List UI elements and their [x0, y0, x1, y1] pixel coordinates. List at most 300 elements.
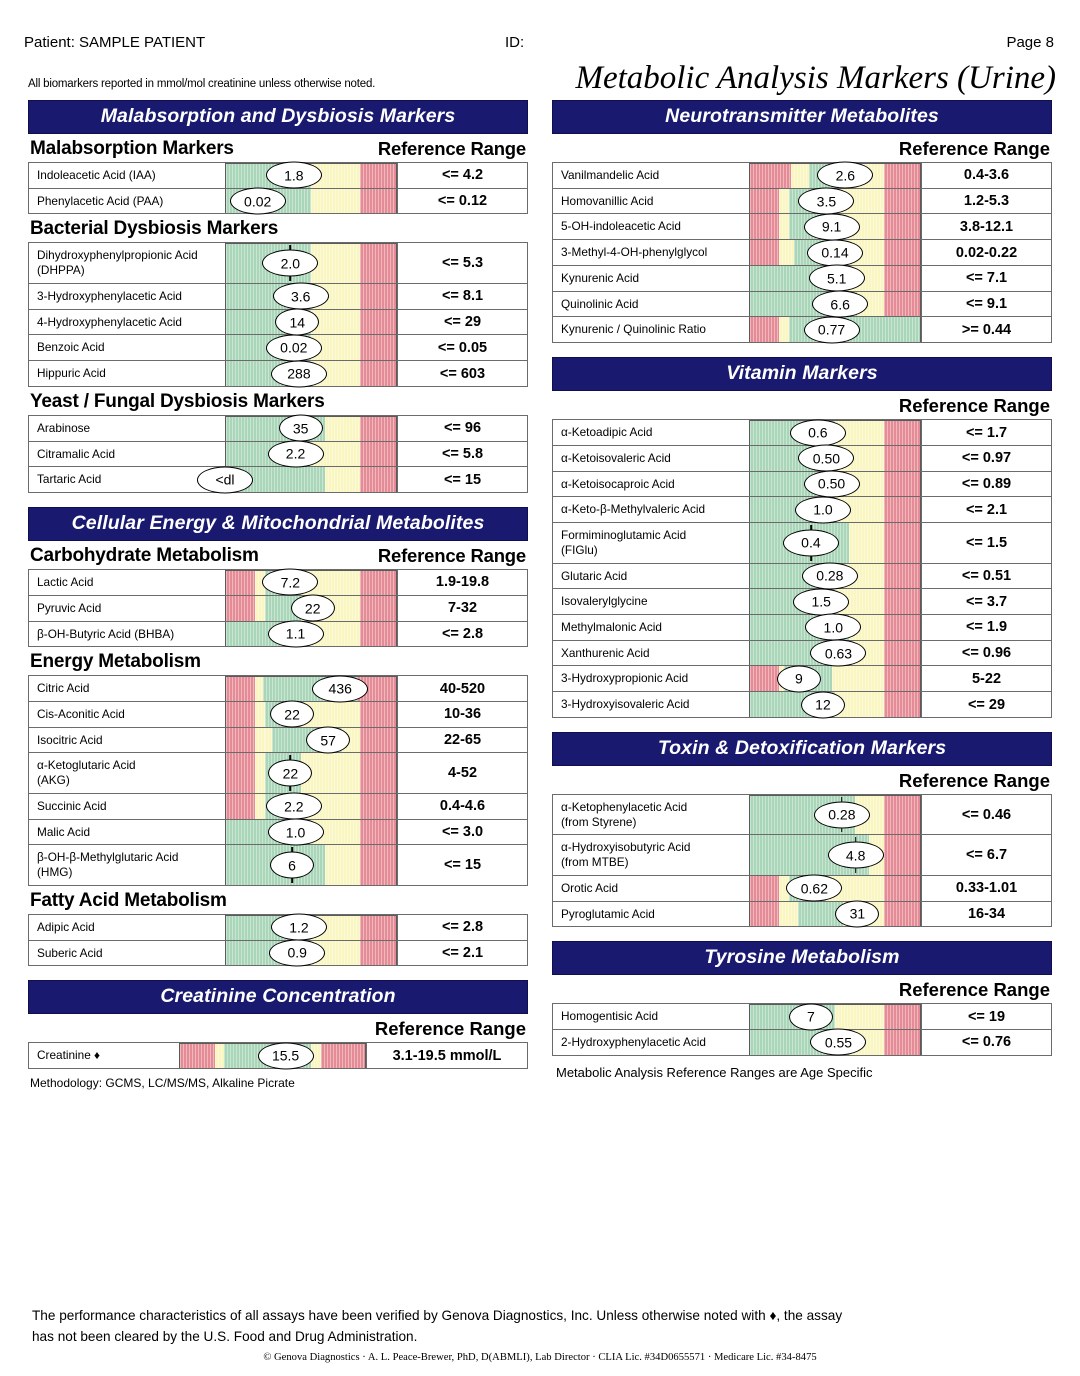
marker-label-cell	[29, 570, 225, 595]
reference-range-value: <= 2.8	[397, 915, 527, 940]
band-yellow	[835, 1005, 884, 1029]
result-track-cell	[749, 795, 921, 834]
band-red	[226, 702, 255, 727]
section-banner: Toxin & Detoxification Markers	[552, 732, 1052, 766]
table-row	[553, 240, 1051, 266]
marker-name: Hippuric Acid	[37, 366, 106, 381]
marker-name: α-Keto-β-Methylvaleric Acid	[561, 502, 706, 517]
table-row	[553, 497, 1051, 523]
result-marker: 1.1	[268, 620, 324, 647]
reference-range-value: <= 96	[397, 416, 527, 441]
reference-range-value: <= 0.76	[921, 1030, 1051, 1055]
band-red	[360, 442, 396, 467]
units-note: All biomarkers reported in mmol/mol creatinine unless otherwise noted.	[28, 78, 376, 90]
marker-label-cell	[553, 189, 749, 214]
marker-table	[552, 419, 1052, 718]
result-marker: 0.28	[802, 562, 858, 589]
result-track-cell	[225, 820, 397, 845]
band-red	[360, 310, 396, 335]
group-heading	[28, 886, 528, 914]
report-section	[28, 100, 528, 493]
reference-range-value: 3.8-12.1	[921, 214, 1051, 239]
result-track-cell	[225, 310, 397, 335]
reference-range-value: 10-36	[397, 702, 527, 727]
band-yellow	[779, 902, 798, 927]
marker-table	[552, 1003, 1052, 1055]
marker-label-cell	[29, 915, 225, 940]
result-marker: 0.50	[798, 445, 854, 472]
table-row	[29, 794, 527, 820]
result-track-cell	[225, 941, 397, 966]
reference-range-value: 0.4-3.6	[921, 163, 1051, 188]
marker-name: Formiminoglutamic Acid	[561, 528, 687, 543]
table-row	[553, 292, 1051, 318]
marker-name: Lactic Acid	[37, 575, 94, 590]
marker-name: Benzoic Acid	[37, 340, 105, 355]
result-track-cell	[749, 615, 921, 640]
marker-name: Isovalerylglycine	[561, 594, 648, 609]
result-track-cell	[225, 915, 397, 940]
result-marker: 0.55	[810, 1029, 866, 1056]
marker-table	[28, 675, 528, 886]
result-marker: 4.8	[828, 842, 884, 869]
band-yellow	[325, 845, 361, 884]
marker-table	[28, 569, 528, 647]
marker-name: 3-Methyl-4-OH-phenylglycol	[561, 245, 708, 260]
reference-range-value: <= 1.9	[921, 615, 1051, 640]
marker-name: β-OH-Butyric Acid (BHBA)	[37, 626, 175, 641]
marker-label-cell	[553, 240, 749, 265]
result-marker: 1.0	[795, 496, 851, 523]
result-track-cell	[749, 589, 921, 614]
marker-label-cell	[29, 310, 225, 335]
table-row	[29, 243, 527, 283]
band-yellow	[255, 677, 264, 701]
result-marker: 0.28	[814, 801, 870, 828]
result-track-cell	[749, 1030, 921, 1055]
band-red	[360, 596, 396, 621]
marker-name: 4-Hydroxyphenylacetic Acid	[37, 314, 182, 329]
result-track-cell	[749, 163, 921, 188]
band-red	[360, 820, 396, 845]
band-red	[360, 284, 396, 309]
marker-label-cell	[29, 728, 225, 753]
marker-label-cell	[553, 692, 749, 717]
table-row	[29, 310, 527, 336]
page-header	[0, 0, 1080, 96]
result-marker: 3.5	[798, 188, 854, 215]
marker-name: α-Hydroxyisobutyric Acid	[561, 840, 691, 855]
table-row	[553, 641, 1051, 667]
table-row	[29, 361, 527, 386]
reference-range-value: <= 0.96	[921, 641, 1051, 666]
marker-label-cell	[29, 820, 225, 845]
band-red	[884, 1030, 920, 1055]
band-red	[226, 728, 255, 753]
table-row	[553, 472, 1051, 498]
marker-name: Vanilmandelic Acid	[561, 168, 660, 182]
marker-label-cell	[29, 941, 225, 966]
band-red	[321, 1044, 365, 1068]
result-track-cell	[749, 317, 921, 342]
result-track-cell	[225, 845, 397, 884]
result-marker: 1.8	[266, 162, 322, 189]
result-track-cell	[225, 416, 397, 441]
marker-name: Suberic Acid	[37, 945, 103, 960]
table-row	[553, 189, 1051, 215]
result-marker: 7.2	[262, 569, 318, 596]
table-row	[29, 189, 527, 214]
marker-name: Kynurenic Acid	[561, 270, 640, 285]
result-marker: 22	[268, 760, 312, 787]
table-row	[29, 570, 527, 596]
result-marker: 2.0	[262, 250, 318, 277]
band-red	[360, 728, 396, 753]
band-red	[750, 666, 779, 691]
group-title: Malabsorption Markers	[30, 138, 234, 159]
band-red	[360, 361, 396, 386]
reference-range-value: <= 15	[397, 845, 527, 884]
reference-range-value: 5-22	[921, 666, 1051, 691]
result-track-cell	[225, 676, 397, 701]
band-red	[360, 244, 396, 282]
result-track-cell	[749, 497, 921, 522]
marker-label-cell	[29, 467, 225, 492]
band-yellow	[779, 240, 794, 265]
band-yellow	[779, 189, 789, 214]
section-banner: Vitamin Markers	[552, 357, 1052, 391]
band-yellow	[779, 317, 789, 342]
marker-label-cell	[29, 284, 225, 309]
band-yellow	[779, 214, 789, 239]
result-marker: 1.0	[268, 819, 324, 846]
marker-name: Creatinine ♦	[37, 1048, 101, 1063]
band-red	[226, 794, 255, 819]
result-track-cell	[749, 292, 921, 317]
table-row	[553, 266, 1051, 292]
table-row	[553, 692, 1051, 717]
table-row	[29, 416, 527, 442]
reference-band-track	[749, 1004, 921, 1029]
marker-label-cell	[29, 676, 225, 701]
right-column	[552, 100, 1052, 1080]
result-marker: 12	[801, 691, 845, 718]
result-track-cell	[225, 570, 397, 595]
result-track-cell	[749, 835, 921, 874]
result-marker: 0.62	[786, 875, 842, 902]
band-red	[360, 189, 396, 214]
band-red	[884, 796, 920, 834]
result-marker: 22	[270, 701, 314, 728]
table-row	[553, 523, 1051, 563]
result-track-cell	[225, 284, 397, 309]
band-yellow	[255, 728, 265, 753]
marker-name: α-Ketoglutaric Acid	[37, 758, 136, 773]
table-row	[553, 317, 1051, 342]
marker-label-cell	[29, 416, 225, 441]
result-marker: 0.14	[807, 239, 863, 266]
table-row	[29, 941, 527, 966]
marker-label-cell	[553, 1030, 749, 1055]
reference-range-value: <= 8.1	[397, 284, 527, 309]
result-marker: 6.6	[812, 291, 868, 318]
group-heading	[28, 134, 528, 162]
result-track-cell	[749, 641, 921, 666]
band-red	[360, 794, 396, 819]
marker-label-cell	[29, 189, 225, 214]
band-red	[884, 666, 920, 691]
marker-label-cell	[29, 702, 225, 727]
result-track-cell	[749, 472, 921, 497]
result-track-cell	[749, 692, 921, 717]
marker-name: Citric Acid	[37, 681, 90, 696]
reference-range-value: <= 1.5	[921, 523, 1051, 562]
table-row	[29, 622, 527, 647]
marker-name: 5-OH-indoleacetic Acid	[561, 219, 681, 234]
result-track-cell	[225, 596, 397, 621]
result-marker: 0.4	[783, 529, 839, 556]
marker-name: Tartaric Acid	[37, 472, 102, 487]
reference-range-value: <= 603	[397, 361, 527, 386]
reference-range-value: <= 1.7	[921, 420, 1051, 445]
marker-name: Adipic Acid	[37, 919, 95, 934]
table-row	[29, 676, 527, 702]
marker-label-cell	[29, 622, 225, 647]
marker-name: α-Ketophenylacetic Acid	[561, 799, 688, 814]
marker-label-cell	[553, 523, 749, 562]
result-track-cell	[215, 467, 397, 492]
result-track-cell	[225, 622, 397, 647]
left-column	[28, 100, 528, 1090]
group-title: Fatty Acid Metabolism	[30, 889, 227, 911]
result-marker: 436	[312, 675, 368, 702]
marker-label-cell	[553, 214, 749, 239]
result-track-cell	[749, 214, 921, 239]
marker-label-cell	[553, 446, 749, 471]
table-row	[29, 442, 527, 468]
band-red	[360, 467, 396, 492]
band-red	[884, 472, 920, 497]
table-row	[29, 753, 527, 793]
section-banner: Malabsorption and Dysbiosis Markers	[28, 100, 528, 134]
marker-label-cell	[29, 753, 225, 792]
result-marker: 5.1	[809, 265, 865, 292]
section-banner: Neurotransmitter Metabolites	[552, 100, 1052, 134]
result-marker: 9.1	[804, 213, 860, 240]
report-section	[28, 980, 528, 1090]
reference-range-value: 16-34	[921, 902, 1051, 927]
reference-range-value: <= 0.12	[397, 189, 527, 214]
result-track-cell	[225, 361, 397, 386]
band-red	[884, 1005, 920, 1029]
reference-range-value: <= 5.8	[397, 442, 527, 467]
reference-range-value: <= 29	[921, 692, 1051, 717]
marker-name: Citramalic Acid	[37, 446, 116, 461]
result-marker: 35	[279, 415, 323, 442]
band-red	[884, 835, 920, 874]
marker-name: Methylmalonic Acid	[561, 620, 662, 635]
marker-name-sub: (AKG)	[37, 773, 70, 788]
marker-name: Glutaric Acid	[561, 568, 628, 583]
result-marker: 2.6	[817, 162, 873, 189]
marker-label-cell	[553, 902, 749, 927]
group-heading	[28, 541, 528, 569]
result-track-cell	[749, 902, 921, 927]
reference-range-value: <= 2.1	[397, 941, 527, 966]
table-row	[553, 420, 1051, 446]
band-red	[750, 164, 791, 188]
band-red	[226, 596, 255, 621]
marker-name: Homovanillic Acid	[561, 193, 654, 208]
table-row	[29, 163, 527, 189]
band-red	[750, 240, 779, 265]
marker-label-cell	[553, 666, 749, 691]
result-marker: 0.9	[269, 939, 325, 966]
marker-label-cell	[553, 317, 749, 342]
result-marker: 0.63	[810, 640, 866, 667]
result-marker: 1.5	[793, 588, 849, 615]
reference-range-value: <= 0.51	[921, 564, 1051, 589]
reference-range-value: <= 7.1	[921, 266, 1051, 291]
result-marker: 31	[835, 900, 879, 927]
report-section	[552, 357, 1052, 718]
result-track-cell	[225, 243, 397, 282]
reference-range-value: >= 0.44	[921, 317, 1051, 342]
marker-label-cell	[29, 442, 225, 467]
marker-label-cell	[553, 615, 749, 640]
band-yellow	[849, 523, 885, 562]
result-marker: 0.6	[790, 419, 846, 446]
marker-table	[28, 162, 528, 214]
reference-range-value: 40-520	[397, 676, 527, 701]
marker-name: α-Ketoisocaproic Acid	[561, 476, 675, 491]
reference-range-value: 1.9-19.8	[397, 570, 527, 595]
copyright-line: © Genova Diagnostics · A. L. Peace-Brewer, PhD, D(ABMLI), Lab Director · CLIA Lic. #34D0655571 · Medicare Lic. #34-8475	[263, 1352, 817, 1363]
table-row	[553, 1004, 1051, 1030]
result-marker: 1.2	[271, 914, 327, 941]
result-track-cell	[749, 266, 921, 291]
marker-name: Indoleacetic Acid (IAA)	[37, 168, 156, 182]
marker-name: Quinolinic Acid	[561, 296, 639, 311]
band-red	[750, 876, 779, 901]
marker-label-cell	[553, 835, 749, 874]
reference-range-value: 7-32	[397, 596, 527, 621]
disclaimer-line-1: The performance characteristics of all assays have been verified by Genova Diagnostics, Inc. Unless otherwise noted with ♦, the assay	[32, 1308, 843, 1323]
marker-table	[552, 162, 1052, 343]
reference-range-value: <= 4.2	[397, 163, 527, 188]
marker-label-cell	[29, 596, 225, 621]
band-yellow	[255, 702, 265, 727]
reference-range-header: Reference Range	[374, 1018, 526, 1040]
result-track-cell	[749, 876, 921, 901]
result-marker: 2.2	[268, 440, 324, 467]
band-red	[750, 317, 779, 342]
marker-label-cell	[553, 163, 749, 188]
band-red	[360, 622, 396, 647]
section-banner: Tyrosine Metabolism	[552, 941, 1052, 975]
result-marker: 7	[789, 1003, 833, 1030]
reference-range-value: <= 0.46	[921, 795, 1051, 834]
marker-name-sub: (FIGlu)	[561, 542, 598, 557]
table-row	[553, 1030, 1051, 1055]
table-row	[29, 728, 527, 754]
disclaimer-line-2: has not been cleared by the U.S. Food and Drug Administration.	[32, 1329, 418, 1345]
reference-range-value: <= 15	[397, 467, 527, 492]
marker-label-cell	[553, 795, 749, 834]
band-red	[884, 641, 920, 666]
reference-range-value: 0.4-4.6	[397, 794, 527, 819]
table-row	[553, 795, 1051, 835]
result-track-cell	[225, 702, 397, 727]
result-track-cell	[749, 240, 921, 265]
band-red	[360, 941, 396, 966]
age-specific-note: Metabolic Analysis Reference Ranges are Age Specific	[556, 1064, 873, 1080]
result-track-cell	[749, 1004, 921, 1029]
result-track-cell	[749, 420, 921, 445]
reference-range-header: Reference Range	[898, 769, 1050, 791]
result-track-cell	[225, 794, 397, 819]
report-section	[28, 507, 528, 966]
table-row	[29, 915, 527, 941]
marker-name: Pyroglutamic Acid	[561, 906, 655, 921]
group-title: Carbohydrate Metabolism	[30, 545, 259, 567]
band-red	[884, 692, 920, 717]
marker-label-cell	[29, 163, 225, 188]
band-red	[750, 214, 779, 239]
section-banner: Creatinine Concentration	[28, 980, 528, 1014]
reference-range-value: <= 29	[397, 310, 527, 335]
table-row	[553, 615, 1051, 641]
reference-range-header: Reference Range	[377, 138, 526, 159]
band-red	[360, 702, 396, 727]
table-row	[29, 335, 527, 361]
band-yellow	[255, 596, 265, 621]
result-marker: 2.2	[266, 793, 322, 820]
result-marker: 15.5	[258, 1042, 314, 1069]
band-red	[884, 497, 920, 522]
result-track-cell	[749, 446, 921, 471]
reference-range-value: 0.02-0.22	[921, 240, 1051, 265]
band-red	[360, 753, 396, 792]
marker-label-cell	[29, 361, 225, 386]
band-red	[884, 564, 920, 589]
result-track-cell	[225, 163, 397, 188]
page-number: Page 8	[1006, 34, 1054, 51]
table-row	[553, 564, 1051, 590]
patient-name: Patient: SAMPLE PATIENT	[24, 34, 206, 51]
result-track-cell	[749, 189, 921, 214]
result-track-cell	[225, 189, 397, 214]
band-red	[360, 845, 396, 884]
band-red	[360, 335, 396, 360]
result-track-cell	[225, 728, 397, 753]
band-yellow	[255, 753, 265, 792]
report-title: Metabolic Analysis Markers (Urine)	[575, 60, 1056, 96]
table-row	[29, 845, 527, 884]
table-row	[29, 702, 527, 728]
result-marker: 0.50	[804, 470, 860, 497]
marker-name: 3-Hydroxyphenylacetic Acid	[37, 288, 182, 303]
marker-label-cell	[553, 292, 749, 317]
band-red	[226, 571, 255, 595]
table-row	[553, 902, 1051, 927]
band-red	[884, 902, 920, 927]
band-red	[360, 916, 396, 940]
table-row	[553, 446, 1051, 472]
marker-label-cell	[553, 497, 749, 522]
reference-range-value: 3.1-19.5 mmol/L	[366, 1043, 527, 1068]
table-row	[553, 876, 1051, 902]
